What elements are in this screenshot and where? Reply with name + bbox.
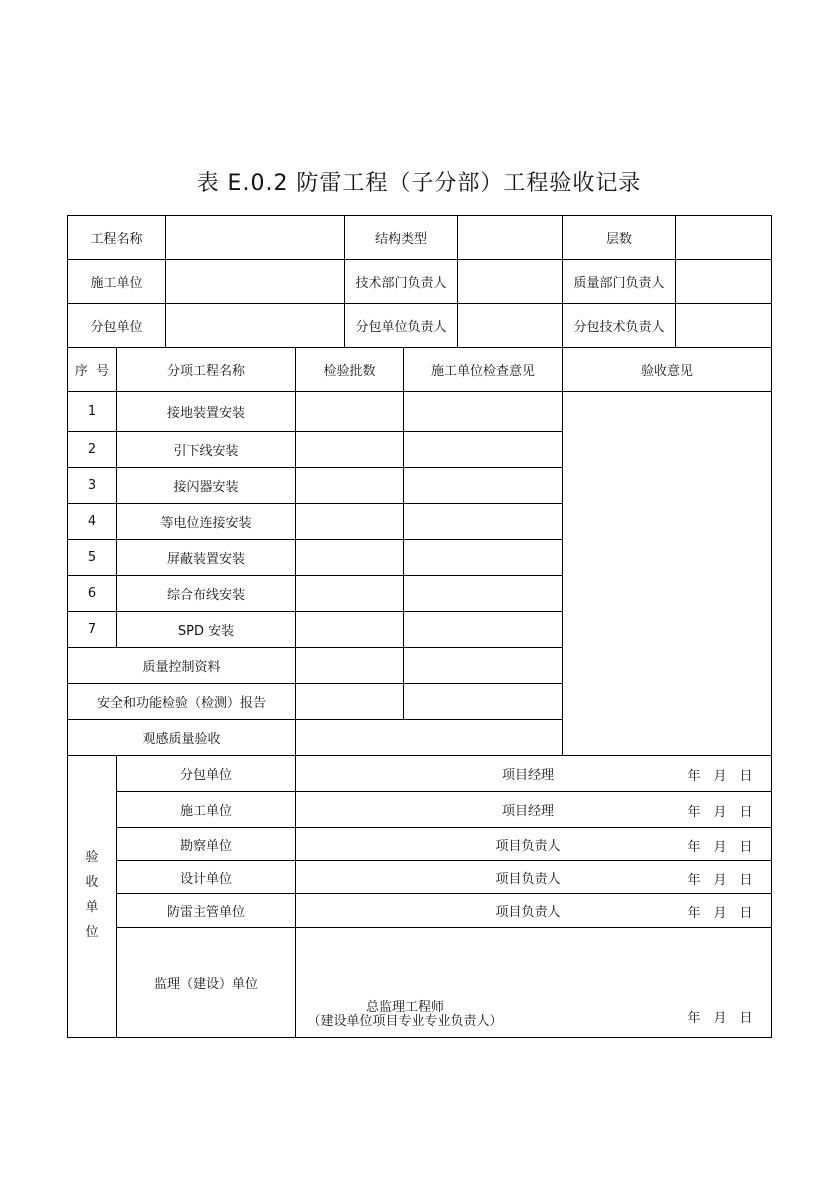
subcontractor-label: 分包单位 [90,320,143,335]
item-seq: 3 [87,478,97,493]
structure-type-label: 结构类型 [374,232,427,247]
item-seq: 1 [87,404,97,419]
group-char: 收 [85,875,99,890]
item-seq: 5 [87,550,97,565]
col-acceptance-opinion-label: 验收意见 [640,364,693,379]
contractor-opinion-field[interactable] [403,391,563,432]
unit-date: 年 月 日 [687,873,753,888]
group-char: 验 [85,850,99,865]
contractor-opinion-field[interactable] [403,539,563,576]
item-seq: 2 [87,442,97,457]
quality-docs-batches-field[interactable] [295,647,404,684]
supervision-date: 年 月 日 [687,1011,753,1026]
unit-date: 年 月 日 [687,805,753,820]
floors-label: 层数 [605,232,632,247]
unit-name: 勘察单位 [179,838,232,854]
batches-field[interactable] [295,391,404,432]
col-item-name-label: 分项工程名称 [166,364,245,379]
item-name: 屏蔽装置安装 [166,552,245,567]
floors-field[interactable] [675,215,772,260]
acceptance-group-label [82,845,102,945]
col-contractor-opinion-label: 施工单位检查意见 [430,364,535,379]
quality-docs-opinion-field[interactable] [403,647,563,684]
supervision-unit-name: 监理（建设）单位 [153,976,258,992]
tech-head-field[interactable] [457,259,563,304]
unit-role: 项目经理 [501,768,554,783]
batches-field[interactable] [295,611,404,648]
contractor-opinion-field[interactable] [403,575,563,612]
item-seq: 6 [87,586,97,601]
batches-field[interactable] [295,503,404,540]
appearance-label: 观感质量验收 [142,732,221,747]
col-seq-label: 序 号 [74,364,110,379]
unit-role: 项目负责人 [495,838,561,854]
item-name: 接闪器安装 [173,480,239,495]
contractor-opinion-field[interactable] [403,467,563,504]
contractor-opinion-field[interactable] [403,431,563,468]
item-name: 等电位连接安装 [160,516,252,531]
item-name: SPD 安装 [177,624,235,639]
col-batches-label: 检验批数 [323,364,376,379]
item-name: 接地装置安装 [166,406,245,421]
project-name-label: 工程名称 [90,232,143,247]
subcontractor-field[interactable] [165,303,345,348]
item-seq: 4 [87,514,97,529]
contractor-field[interactable] [165,259,345,304]
project-name-field[interactable] [165,215,345,260]
chief-engineer-label: 总监理工程师 [365,1000,444,1015]
contractor-opinion-field[interactable] [403,611,563,648]
quality-docs-label: 质量控制资料 [142,660,221,675]
sub-head-field[interactable] [457,303,563,348]
quality-head-field[interactable] [675,259,772,304]
group-char: 单 [85,900,99,915]
sub-head-label: 分包单位负责人 [355,320,447,335]
unit-role: 项目负责人 [495,905,561,920]
unit-name: 设计单位 [179,871,232,887]
batches-field[interactable] [295,467,404,504]
sub-tech-head-field[interactable] [675,303,772,348]
group-char: 位 [85,925,99,940]
page-title: 表 E.0.2 防雷工程（子分部）工程验收记录 [196,171,642,196]
unit-role: 项目经理 [501,804,554,819]
item-name: 引下线安装 [173,444,239,459]
contractor-label: 施工单位 [90,276,143,291]
unit-date: 年 月 日 [687,840,753,855]
batches-field[interactable] [295,539,404,576]
safety-report-batches-field[interactable] [295,683,404,720]
item-name: 综合布线安装 [166,588,245,603]
structure-type-field[interactable] [457,215,563,260]
unit-date: 年 月 日 [687,769,753,784]
safety-report-label: 安全和功能检验（检测）报告 [96,696,266,711]
unit-role: 项目负责人 [495,871,561,887]
contractor-opinion-field[interactable] [403,503,563,540]
item-seq: 7 [87,622,97,637]
unit-date: 年 月 日 [687,906,753,921]
batches-field[interactable] [295,431,404,468]
unit-name: 施工单位 [179,804,232,819]
sub-tech-head-label: 分包技术负责人 [573,320,665,335]
chief-engineer-note: （建设单位项目专业专业负责人） [307,1014,503,1029]
tech-head-label: 技术部门负责人 [355,276,447,291]
quality-head-label: 质量部门负责人 [573,276,665,291]
appearance-opinion-field[interactable] [295,719,563,756]
batches-field[interactable] [295,575,404,612]
safety-report-opinion-field[interactable] [403,683,563,720]
unit-name: 防雷主管单位 [166,905,245,920]
acceptance-opinion-field[interactable] [562,391,772,756]
unit-name: 分包单位 [179,768,232,783]
